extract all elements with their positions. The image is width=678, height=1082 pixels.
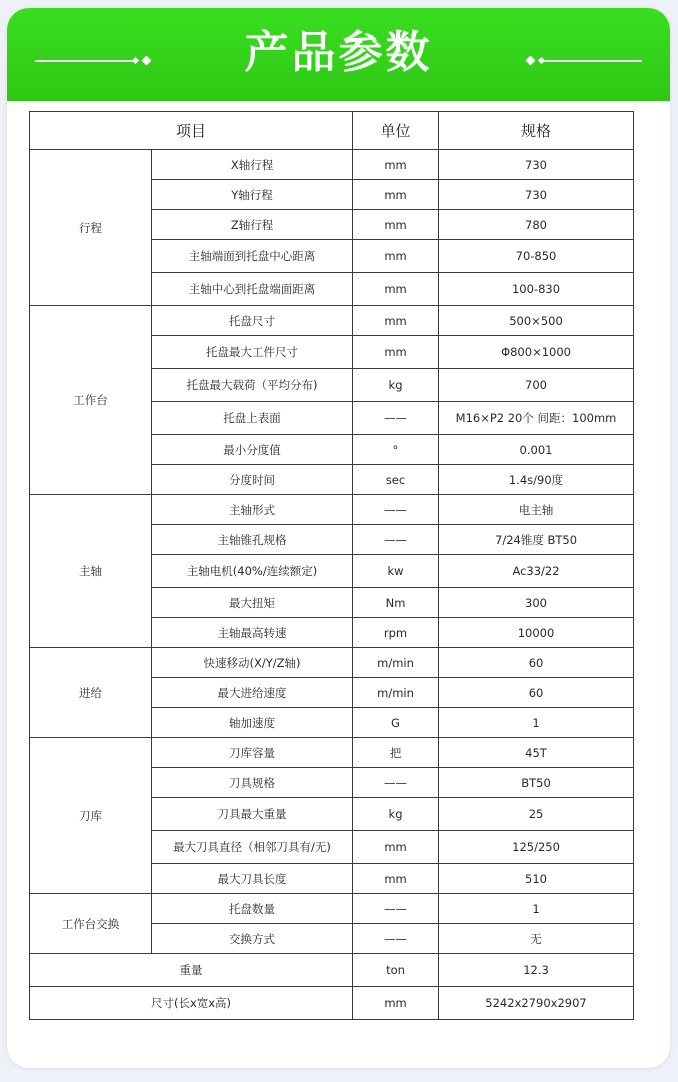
row-item: 最大进给速度 [152,678,353,708]
row-unit: m/min [353,678,439,708]
row-unit: ° [353,435,439,465]
row-item: 主轴端面到托盘中心距离 [152,240,353,273]
row-item: 重量 [30,954,353,987]
row-spec: 700 [439,369,634,402]
row-spec: 60 [439,678,634,708]
row-item: 托盘最大载荷（平均分布) [152,369,353,402]
row-unit: —— [353,525,439,555]
row-unit: mm [353,210,439,240]
row-unit: mm [353,180,439,210]
row-spec: 730 [439,180,634,210]
row-item: 刀具规格 [152,768,353,798]
row-item: 交换方式 [152,924,353,954]
row-spec: 10000 [439,618,634,648]
row-unit: —— [353,924,439,954]
page-title: 产品参数 [244,27,433,78]
row-unit: —— [353,894,439,924]
table-row [30,648,634,678]
row-unit: —— [353,402,439,435]
row-unit: mm [353,150,439,180]
table-row [30,495,634,525]
row-item: 主轴电机(40%/连续额定) [152,555,353,588]
row-spec: 300 [439,588,634,618]
row-item: Y轴行程 [152,180,353,210]
row-spec: 1 [439,708,634,738]
row-item: 主轴锥孔规格 [152,525,353,555]
row-unit: ton [353,954,439,987]
row-unit: —— [353,495,439,525]
row-item: 托盘最大工件尺寸 [152,336,353,369]
row-spec: 510 [439,864,634,894]
row-item: 分度时间 [152,465,353,495]
row-unit: 把 [353,738,439,768]
row-unit: —— [353,768,439,798]
row-unit: sec [353,465,439,495]
row-unit: mm [353,831,439,864]
row-spec: 0.001 [439,435,634,465]
row-unit: mm [353,240,439,273]
row-item: 轴加速度 [152,708,353,738]
row-spec: 730 [439,150,634,180]
table-row [30,150,634,180]
row-item: 托盘数量 [152,894,353,924]
group-label: 主轴 [30,495,152,648]
row-item: 最大刀具长度 [152,864,353,894]
row-item: 主轴中心到托盘端面距离 [152,273,353,306]
group-label: 刀库 [30,738,152,894]
row-unit: mm [353,306,439,336]
row-spec: 100-830 [439,273,634,306]
header-unit: 单位 [353,112,439,150]
row-spec: 45T [439,738,634,768]
row-unit: mm [353,987,439,1020]
group-label: 进给 [30,648,152,738]
row-item: 快速移动(X/Y/Z轴) [152,648,353,678]
row-spec: 500×500 [439,306,634,336]
row-spec: 电主轴 [439,495,634,525]
decorative-line-right [542,60,642,62]
row-item: 刀具最大重量 [152,798,353,831]
row-spec: 12.3 [439,954,634,987]
row-spec: 5242x2790x2907 [439,987,634,1020]
table-row [30,306,634,336]
row-spec: 25 [439,798,634,831]
row-spec: 60 [439,648,634,678]
row-item: 托盘上表面 [152,402,353,435]
row-unit: Nm [353,588,439,618]
title-banner [7,8,670,101]
row-spec: 无 [439,924,634,954]
row-unit: kw [353,555,439,588]
group-label: 行程 [30,150,152,306]
row-spec: Ac33/22 [439,555,634,588]
row-item: 尺寸(长x宽x高) [30,987,353,1020]
row-unit: rpm [353,618,439,648]
row-item: X轴行程 [152,150,353,180]
table-row [30,987,634,1020]
row-unit: mm [353,336,439,369]
row-unit: kg [353,369,439,402]
row-unit: mm [353,864,439,894]
header-spec: 规格 [439,112,634,150]
row-spec: M16×P2 20个 间距：100mm [439,402,634,435]
row-unit: G [353,708,439,738]
row-item: 主轴形式 [152,495,353,525]
spec-table [29,111,634,1020]
row-unit: kg [353,798,439,831]
row-item: 主轴最高转速 [152,618,353,648]
table-row [30,954,634,987]
row-spec: 125/250 [439,831,634,864]
table-header-row [30,112,634,150]
row-spec: Φ800×1000 [439,336,634,369]
row-item: 托盘尺寸 [152,306,353,336]
group-label: 工作台交换 [30,894,152,954]
row-item: 最小分度值 [152,435,353,465]
row-item: Z轴行程 [152,210,353,240]
row-spec: 70-850 [439,240,634,273]
group-label: 工作台 [30,306,152,495]
table-row [30,894,634,924]
row-unit: m/min [353,648,439,678]
row-spec: BT50 [439,768,634,798]
row-spec: 1.4s/90度 [439,465,634,495]
row-unit: mm [353,273,439,306]
table-row [30,738,634,768]
row-spec: 7/24锥度 BT50 [439,525,634,555]
header-item: 项目 [30,112,353,150]
row-spec: 1 [439,894,634,924]
row-item: 最大扭矩 [152,588,353,618]
row-item: 刀库容量 [152,738,353,768]
row-item: 最大刀具直径（相邻刀具有/无) [152,831,353,864]
row-spec: 780 [439,210,634,240]
